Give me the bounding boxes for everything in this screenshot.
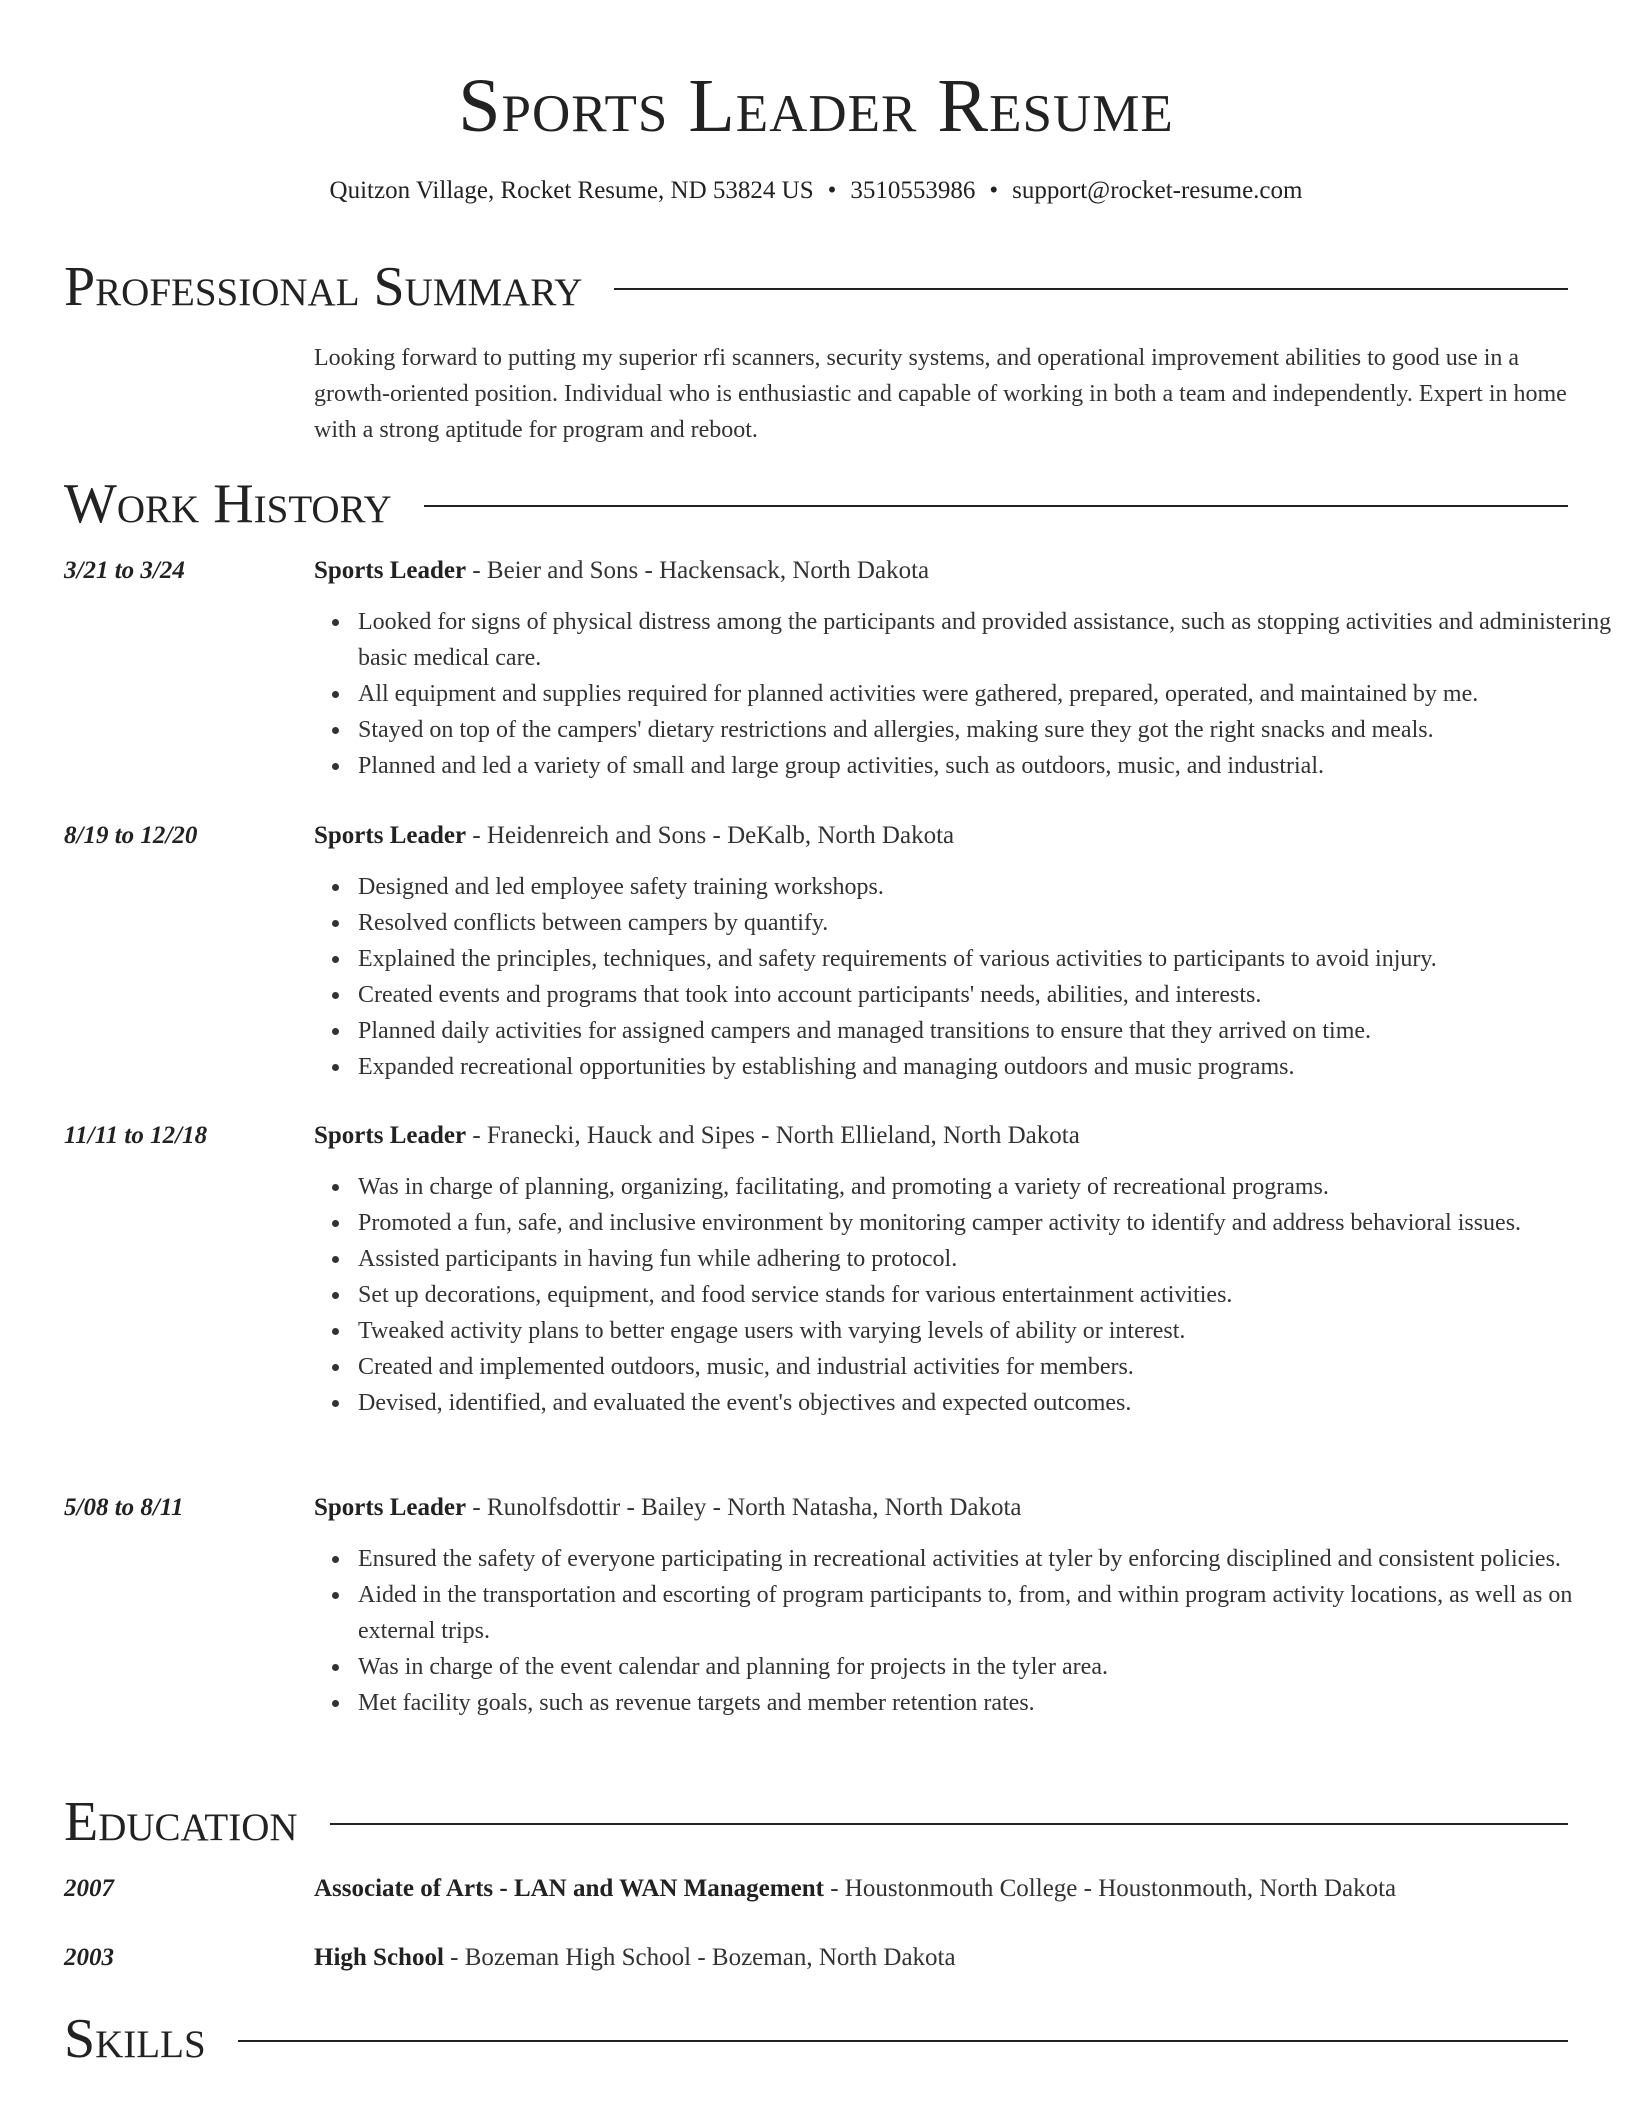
section-divider (238, 2040, 1568, 2042)
school-details: - Houstonmouth College - Houstonmouth, North Dakota (823, 1875, 1397, 1902)
list-item: All equipment and supplies required for planned activities were gathered, prepared, operated, and maintained by me. (358, 676, 1612, 712)
degree: High School (314, 1944, 444, 1971)
job-details: - Heidenreich and Sons - DeKalb, North Dakota (466, 822, 955, 849)
list-item: Set up decorations, equipment, and food service stands for various entertainment activities. (358, 1277, 1612, 1313)
list-item: Created and implemented outdoors, music, and industrial activities for members. (358, 1349, 1612, 1385)
job-bullets (314, 604, 1612, 784)
list-item: Tweaked activity plans to better engage users with varying levels of ability or interest. (358, 1313, 1612, 1349)
list-item: Resolved conflicts between campers by quantify. (358, 905, 1612, 941)
list-item: Explained the principles, techniques, and safety requirements of various activities to participants to avoid injury. (358, 941, 1612, 977)
list-item: Assisted participants in having fun while adhering to protocol. (358, 1241, 1612, 1277)
list-item: Expanded recreational opportunities by establishing and managing outdoors and music programs. (358, 1049, 1612, 1085)
list-item: Designed and led employee safety training workshops. (358, 869, 1612, 905)
education-details (314, 1940, 1568, 1976)
job-title: Sports Leader (314, 1494, 467, 1521)
list-item: Promoted a fun, safe, and inclusive environment by monitoring camper activity to identify and address behavioral issues. (358, 1205, 1612, 1241)
section-title: Education (64, 1791, 298, 1853)
separator: • (827, 177, 837, 204)
work-history-heading (64, 469, 1568, 539)
list-item: Stayed on top of the campers' dietary restrictions and allergies, making sure they got the right snacks and meals. (358, 712, 1612, 748)
section-title: Skills (64, 2008, 206, 2070)
job-dates: 11/11 to 12/18 (64, 1122, 208, 1149)
address: Quitzon Village, Rocket Resume, ND 53824 US (329, 177, 814, 204)
job-header (314, 1490, 1568, 1526)
job-dates: 5/08 to 8/11 (64, 1494, 184, 1521)
list-item: Met facility goals, such as revenue targets and member retention rates. (358, 1685, 1612, 1721)
section-title: Work History (64, 473, 392, 535)
school-details: - Bozeman High School - Bozeman, North Dakota (443, 1944, 956, 1971)
summary-text: Looking forward to putting my superior rfi scanners, security systems, and operational improvement abilities to good use in a growth-oriented position. Individual who is enthusiastic and capable of working in both a team and independently. Expert in home with a strong aptitude for program and reboot. (314, 345, 1567, 443)
job-details: - Beier and Sons - Hackensack, North Dakota (466, 557, 930, 584)
job-details: - Runolfsdottir - Bailey - North Natasha, North Dakota (466, 1494, 1022, 1521)
job-bullets (314, 1541, 1612, 1721)
job-bullets (314, 1169, 1612, 1421)
phone: 3510553986 (850, 177, 976, 204)
summary-heading (64, 252, 1568, 322)
list-item: Devised, identified, and evaluated the event's objectives and expected outcomes. (358, 1385, 1612, 1421)
job-bullets (314, 869, 1612, 1085)
job-title: Sports Leader (314, 557, 467, 584)
email: support@rocket-resume.com (1012, 177, 1303, 204)
section-divider (614, 288, 1568, 290)
degree: Associate of Arts - LAN and WAN Management (314, 1875, 824, 1902)
job-dates: 3/21 to 3/24 (64, 557, 185, 584)
list-item: Was in charge of planning, organizing, facilitating, and promoting a variety of recreational programs. (358, 1169, 1612, 1205)
section-divider (330, 1823, 1568, 1825)
list-item: Created events and programs that took into account participants' needs, abilities, and interests. (358, 977, 1612, 1013)
education-heading (64, 1787, 1568, 1857)
contact-line (0, 174, 1632, 208)
list-item: Was in charge of the event calendar and planning for projects in the tyler area. (358, 1649, 1612, 1685)
education-year: 2003 (64, 1944, 114, 1971)
job-dates: 8/19 to 12/20 (64, 822, 198, 849)
education-details (314, 1871, 1568, 1907)
resume-title: Sports Leader Resume (458, 64, 1174, 148)
list-item: Ensured the safety of everyone participating in recreational activities at tyler by enforcing disciplined and consistent policies. (358, 1541, 1612, 1577)
list-item: Looked for signs of physical distress among the participants and provided assistance, such as stopping activities and administering basic medical care. (358, 604, 1612, 676)
job-title: Sports Leader (314, 822, 467, 849)
list-item: Planned and led a variety of small and large group activities, such as outdoors, music, and industrial. (358, 748, 1612, 784)
section-title: Professional Summary (64, 256, 583, 318)
list-item: Planned daily activities for assigned campers and managed transitions to ensure that they arrived on time. (358, 1013, 1612, 1049)
job-details: - Franecki, Hauck and Sipes - North Ellieland, North Dakota (466, 1122, 1080, 1149)
section-divider (424, 505, 1568, 507)
job-title: Sports Leader (314, 1122, 467, 1149)
education-year: 2007 (64, 1875, 114, 1902)
skills-heading (64, 2004, 1568, 2074)
list-item: Aided in the transportation and escorting of program participants to, from, and within program activity locations, as well as on external trips. (358, 1577, 1612, 1649)
job-header (314, 553, 1568, 589)
job-header (314, 818, 1568, 854)
job-header (314, 1118, 1568, 1154)
separator: • (989, 177, 999, 204)
